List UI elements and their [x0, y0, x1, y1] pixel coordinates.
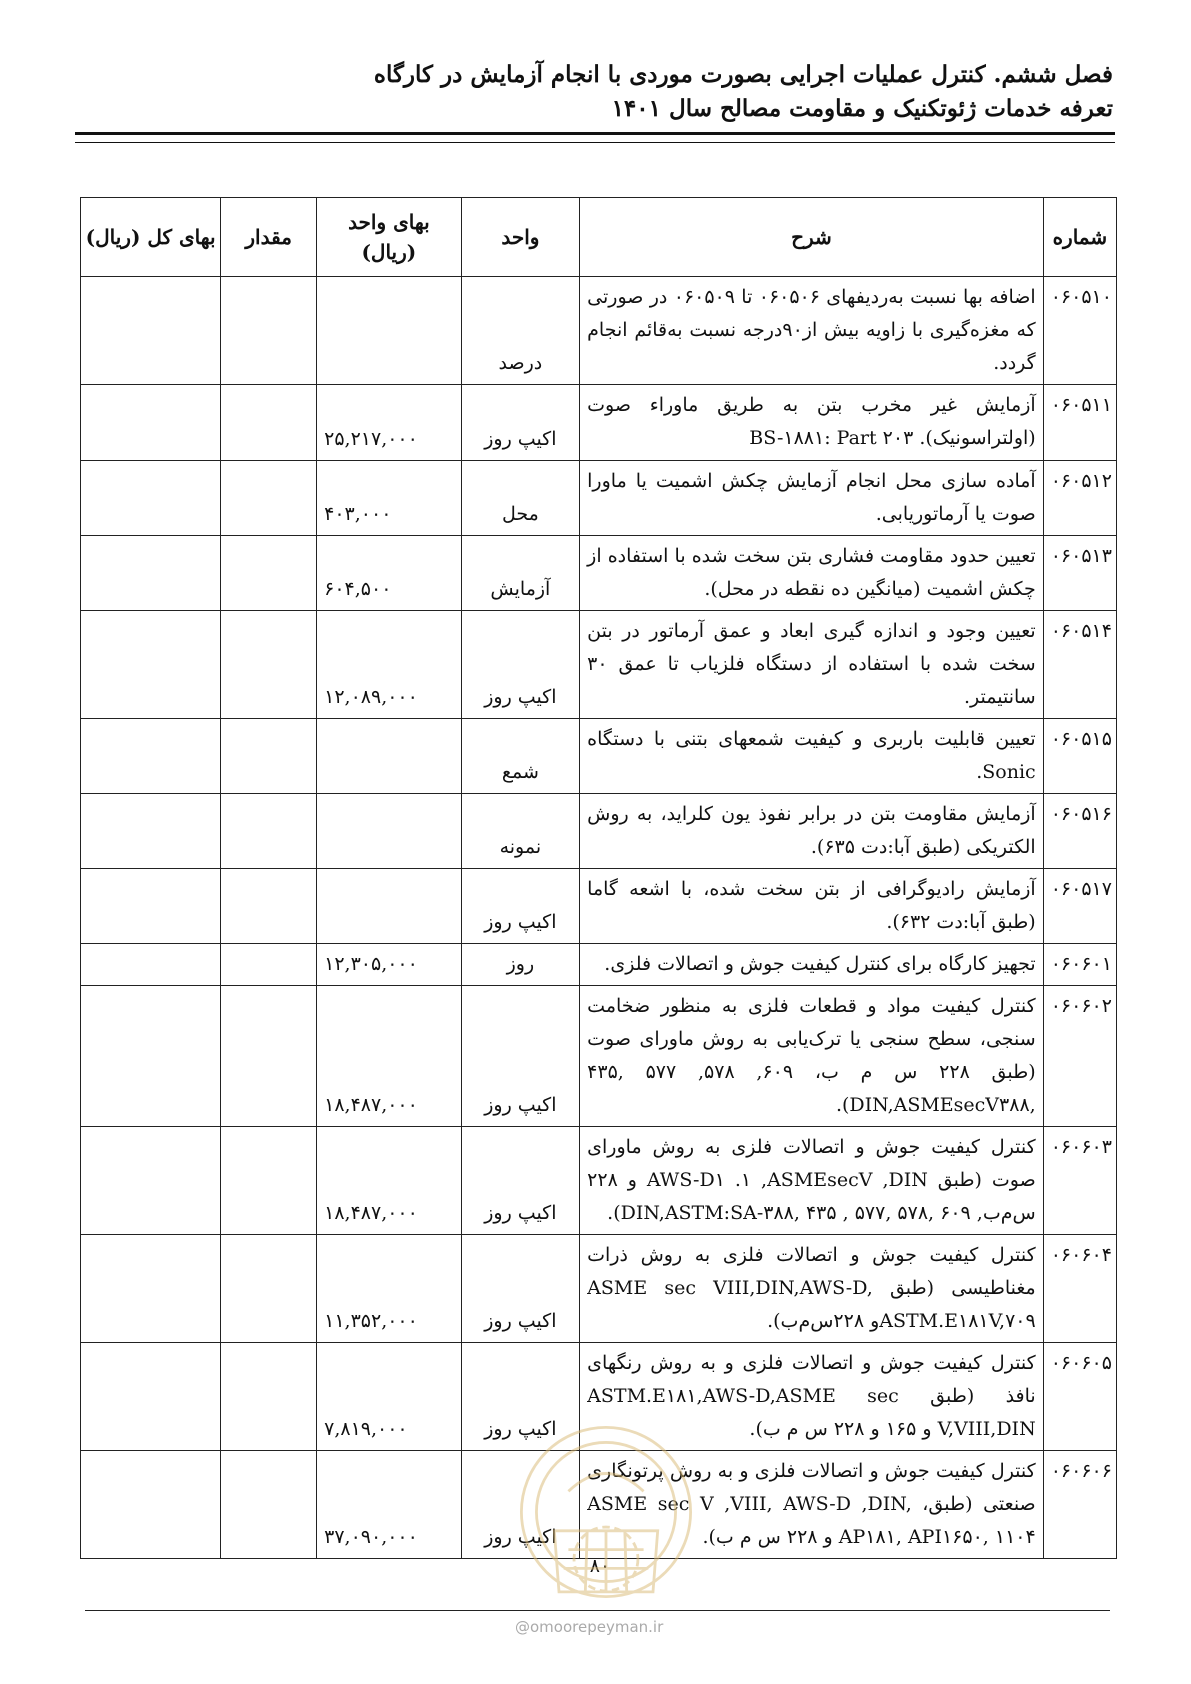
row-unit-price: ۱۲,۰۸۹,۰۰۰	[317, 611, 461, 719]
row-code: ۰۶۰۶۰۵	[1043, 1343, 1116, 1451]
row-description: تعیین قابلیت باربری و کیفیت شمعهای بتنی با دستگاه Sonic.	[580, 719, 1044, 794]
row-code: ۰۶۰۶۰۱	[1043, 944, 1116, 986]
row-description: تعیین حدود مقاومت فشاری بتن سخت شده با استفاده از چکش اشمیت (میانگین ده نقطه در محل).	[580, 536, 1044, 611]
row-description: آزمایش غیر مخرب بتن به طریق ماوراء صوت (اولتراسونیک). BS-۱۸۸۱: Part ۲۰۳	[580, 385, 1044, 461]
table-row	[81, 611, 1117, 719]
row-quantity	[221, 1343, 317, 1451]
row-quantity	[221, 944, 317, 986]
row-unit: نمونه	[461, 794, 580, 869]
page-number: ۸۰	[589, 1555, 611, 1577]
row-total-price	[81, 461, 221, 536]
row-unit-price	[317, 277, 461, 385]
row-quantity	[221, 794, 317, 869]
row-unit-price	[317, 869, 461, 944]
row-code: ۰۶۰۵۱۵	[1043, 719, 1116, 794]
row-quantity	[221, 719, 317, 794]
row-quantity	[221, 277, 317, 385]
row-unit: اکیپ روز	[461, 1235, 580, 1343]
row-unit: اکیپ روز	[461, 385, 580, 461]
tariff-title: تعرفه خدمات ژئوتکنیک و مقاومت مصالح سال ۱۴۰۱	[611, 95, 1113, 122]
row-description: کنترل کیفیت جوش و اتصالات فلزی به روش ماورای صوت (طبق AWS-D۱ .۱ ,ASMEsecV ,DIN و ۲۲۸ س‌م‌ب, ۶۰۹ ,۵۷۸ ,۵۷۷ , ۴۳۵ ,DIN,ASTM:SA-۳۸۸).	[580, 1127, 1044, 1235]
table-header-row	[81, 198, 1117, 277]
header-rule	[75, 132, 1115, 143]
row-code: ۰۶۰۵۱۴	[1043, 611, 1116, 719]
col-header-desc: شرح	[580, 198, 1044, 277]
col-header-total: بهای کل (ریال)	[81, 198, 221, 277]
table-row	[81, 794, 1117, 869]
row-code: ۰۶۰۶۰۴	[1043, 1235, 1116, 1343]
row-quantity	[221, 1235, 317, 1343]
row-total-price	[81, 611, 221, 719]
chapter-title: فصل ششم. کنترل عملیات اجرایی بصورت موردی با انجام آزمایش در کارگاه	[373, 61, 1113, 88]
footer-rule	[85, 1610, 1110, 1611]
page-header	[73, 58, 1113, 126]
row-quantity	[221, 986, 317, 1127]
row-unit: شمع	[461, 719, 580, 794]
row-unit: اکیپ روز	[461, 1127, 580, 1235]
table-row	[81, 385, 1117, 461]
row-unit: درصد	[461, 277, 580, 385]
row-description: اضافه بها نسبت به‌ردیفهای ۰۶۰۵۰۶ تا ۰۶۰۵۰۹ در صورتی که مغزه‌گیری با زاویه بیش از۹۰درجه نسبت به‌قائم انجام گردد.	[580, 277, 1044, 385]
col-header-code: شماره	[1043, 198, 1116, 277]
row-unit: محل	[461, 461, 580, 536]
row-unit-price: ۱۲,۳۰۵,۰۰۰	[317, 944, 461, 986]
row-quantity	[221, 461, 317, 536]
row-unit: اکیپ روز	[461, 869, 580, 944]
row-quantity	[221, 611, 317, 719]
row-total-price	[81, 869, 221, 944]
col-header-qty: مقدار	[221, 198, 317, 277]
row-total-price	[81, 1235, 221, 1343]
row-code: ۰۶۰۶۰۳	[1043, 1127, 1116, 1235]
row-total-price	[81, 1127, 221, 1235]
row-description: تعیین وجود و اندازه گیری ابعاد و عمق آرماتور در بتن سخت شده با استفاده از دستگاه فلزیاب تا عمق ۳۰ سانتیمتر.	[580, 611, 1044, 719]
col-header-unit: واحد	[461, 198, 580, 277]
table-row	[81, 1235, 1117, 1343]
row-unit-price: ۴۰۳,۰۰۰	[317, 461, 461, 536]
row-total-price	[81, 794, 221, 869]
row-quantity	[221, 1127, 317, 1235]
table-row	[81, 277, 1117, 385]
row-total-price	[81, 277, 221, 385]
row-unit: اکیپ روز	[461, 1451, 580, 1559]
row-code: ۰۶۰۶۰۲	[1043, 986, 1116, 1127]
row-total-price	[81, 944, 221, 986]
row-total-price	[81, 719, 221, 794]
row-unit: اکیپ روز	[461, 986, 580, 1127]
row-unit: آزمایش	[461, 536, 580, 611]
row-description: کنترل کیفیت مواد و قطعات فلزی به منظور ضخامت سنجی، سطح سنجی یا ترک‌یابی به روش ماورای صوت (طبق ۲۲۸ س م ب، ۶۰۹, ۵۷۸, ۵۷۷ ,۴۳۵ ,DIN,ASMEsecV۳۸۸).	[580, 986, 1044, 1127]
row-code: ۰۶۰۵۱۲	[1043, 461, 1116, 536]
table-row	[81, 719, 1117, 794]
row-code: ۰۶۰۵۱۰	[1043, 277, 1116, 385]
row-unit-price: ۶۰۴,۵۰۰	[317, 536, 461, 611]
row-unit: اکیپ روز	[461, 1343, 580, 1451]
row-description: آزمایش رادیوگرافی از بتن سخت شده، با اشعه گاما (طبق آبا:دت ۶۳۲).	[580, 869, 1044, 944]
row-total-price	[81, 1451, 221, 1559]
row-unit-price: ۱۱,۳۵۲,۰۰۰	[317, 1235, 461, 1343]
row-code: ۰۶۰۵۱۷	[1043, 869, 1116, 944]
row-unit-price: ۱۸,۴۸۷,۰۰۰	[317, 986, 461, 1127]
col-header-price: بهای واحد (ریال)	[317, 198, 461, 277]
row-unit-price: ۲۵,۲۱۷,۰۰۰	[317, 385, 461, 461]
table-row	[81, 1127, 1117, 1235]
row-code: ۰۶۰۵۱۳	[1043, 536, 1116, 611]
row-unit: روز	[461, 944, 580, 986]
footer-url: @omoorepeyman.ir	[515, 1618, 664, 1636]
row-total-price	[81, 1343, 221, 1451]
row-total-price	[81, 536, 221, 611]
row-description: کنترل کیفیت جوش و اتصالات فلزی به روش ذرات مغناطیسی (طبق ASME sec VIII,DIN,AWS-D, ASTM.E۱۸۱V,۷۰۹و ۲۲۸س‌م‌ب).	[580, 1235, 1044, 1343]
table-row	[81, 461, 1117, 536]
row-total-price	[81, 986, 221, 1127]
row-total-price	[81, 385, 221, 461]
row-code: ۰۶۰۵۱۶	[1043, 794, 1116, 869]
row-description: آزمایش مقاومت بتن در برابر نفوذ یون کلراید، به روش الکتریکی (طبق آبا:دت ۶۳۵).	[580, 794, 1044, 869]
table-row	[81, 536, 1117, 611]
row-description: تجهیز کارگاه برای کنترل کیفیت جوش و اتصالات فلزی.	[580, 944, 1044, 986]
table-row	[81, 986, 1117, 1127]
row-code: ۰۶۰۵۱۱	[1043, 385, 1116, 461]
row-unit-price: ۱۸,۴۸۷,۰۰۰	[317, 1127, 461, 1235]
row-description: آماده سازی محل انجام آزمایش چکش اشمیت یا ماورا صوت یا آرماتوریابی.	[580, 461, 1044, 536]
row-unit-price	[317, 719, 461, 794]
row-description: کنترل کیفیت جوش و اتصالات فلزی و به روش پرتونگاری صنعتی (طبق، ASME sec V ,VIII, AWS-D ,DIN, AP۱۸۱, API۱۶۵۰, ۱۱۰۴ و ۲۲۸ س م ب).	[580, 1451, 1044, 1559]
table-body	[81, 277, 1117, 1559]
gear-seal-icon	[512, 1418, 700, 1606]
row-quantity	[221, 1451, 317, 1559]
row-quantity	[221, 385, 317, 461]
row-code: ۰۶۰۶۰۶	[1043, 1451, 1116, 1559]
row-description: کنترل کیفیت جوش و اتصالات فلزی و به روش رنگهای نافذ (طبق ASTM.E۱۸۱,AWS-D,ASME sec V,VIII,DIN و ۱۶۵ و ۲۲۸ س م ب).	[580, 1343, 1044, 1451]
row-unit-price	[317, 794, 461, 869]
tariff-table	[80, 197, 1117, 1559]
row-unit: اکیپ روز	[461, 611, 580, 719]
table-row	[81, 869, 1117, 944]
row-unit-price: ۳۷,۰۹۰,۰۰۰	[317, 1451, 461, 1559]
row-quantity	[221, 869, 317, 944]
table-row	[81, 944, 1117, 986]
row-quantity	[221, 536, 317, 611]
row-unit-price: ۷,۸۱۹,۰۰۰	[317, 1343, 461, 1451]
